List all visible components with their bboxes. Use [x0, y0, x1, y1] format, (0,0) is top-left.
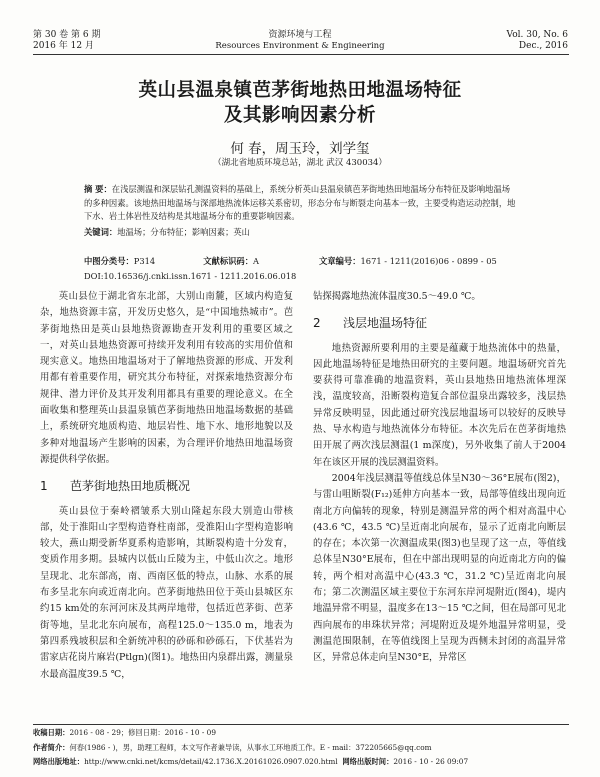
journal-volume-issue: [33, 30, 100, 52]
paper-title-line2: 及其影响因素分析: [223, 105, 376, 126]
abstract: [84, 183, 516, 224]
journal-volume-en: [507, 30, 568, 52]
abstract-label: 摘 要：: [84, 184, 112, 194]
author-bio-label: 作者简介：: [33, 742, 70, 752]
shallow-field-paragraph: 地热资源所要利用的主要是蕴藏于地热流体中的热量，因此地温场特征是地热田研究的主要问题。地温场研究首先要获得可靠准确的地温资料，英山县地热田地热流体埋深浅，温度较高，沿断裂构造复合部位温泉出露较多，浅层热异常反映明显，因此通过研究浅层地温场可以较好的反映导热、导水构造与地热流体分布特征。本次先后在芭茅街地热田开展了两次浅层测温(1 m深度)，另外收集了前人于2004年在该区开展的浅层测温资料。: [313, 342, 566, 468]
geology-paragraph: 英山县位于秦岭褶皱系大别山隆起东段大别造山带核部，处于淮阳山字型构造脊柱南部，受淮阳山字型构造影响较大，燕山期受新华夏系构造影响，其断裂构造十分发育，变质作用多期。县城内以低山丘陵为主，中低山次之。地形呈现北、北东部高，南、西南区低的特点，山脉、水系的展布多呈北东向或近南北向。芭茅街地热田位于英山县城区东约15 km处的东河河床及其两岸地带，包括近芭茅街、芭茅街等地，呈北北东向展布，高程125.0～135.0 m，地表为第四系残坡积层和全新统冲积的砂砾和砂砾石，下伏基岩为雷家店花岗片麻岩(Ptlgn)(图1)。地热田内泉群出露，测量泉水最高温度39.5 ℃，: [40, 505, 293, 680]
keywords-label: 关键词：: [84, 226, 118, 237]
article-number-value: 1671 - 1211(2016)06 - 0899 - 05: [360, 256, 497, 266]
journal-name: [200, 30, 400, 52]
abstract-text: 在浅层测温和深层钻孔测温资料的基础上，系统分析英山县温泉镇芭茅街地热田地温场分布特征及影响地温场的多种因素。该地热田地温场与深部地热流体运移关系密切，形态分布与断裂走向基本一致，主要受构造运动控制，地下水、岩土体岩性及结构是其地温场分布的重要影响因素。: [84, 184, 516, 221]
author-affiliation: （湖北省地质环境总站，湖北 武汉 430034）: [213, 158, 387, 168]
volume-issue-label: 第 30 卷 第 6 期: [33, 30, 101, 40]
journal-name-cn: 资源环境与工程: [268, 30, 332, 40]
url-value: http://www.cnki.net/kcms/detail/42.1736.X.20161026.0907.020.html: [84, 757, 338, 766]
received-value: 2016 - 08 - 29；修回日期：2016 - 10 - 09: [69, 728, 216, 737]
header-rule: [33, 54, 569, 55]
keywords-text: 地温场；分布特征；影响因素；英山: [117, 226, 250, 237]
url-label: 网络出版地址：: [33, 757, 85, 766]
doi: DOI:10.16536/j.cnki.issn.1671 - 1211.2016.06.018: [84, 271, 297, 281]
isotherm-paragraph: 2004年浅层测温等值线总体呈N30～36°E展布(图2)，与雷山咀断裂(F₁₂)延伸方向基本一致，局部等值线出现向近南北方向偏转的现象，特别是测温异常的两个相对高温中心(43.6 ℃，43.5 ℃)呈近南北向展布，显示了近南北向断层的存在；本次第一次测温成果(图3)也呈现了这一点，等值线总体呈N30°E展布，但在中部出现明显的向近南北方向的偏转，两个相对高温中心(43.3 ℃，31.2 ℃)呈近南北向展布；第二次测温区域主要位于东河东岸河堤附近(图4)，堤内地温异常不明显，温度多在13～15 ℃之间，但在局部可见北西向展布的串珠状异常；河堤附近及堤外地温异常明显，受测温范围限制，在等值线图上呈现为西侧未封闭的高温异常区，异常总体走向呈N30°E，异常区: [313, 472, 566, 664]
author-list: 何 春，周玉玲，刘学玺: [230, 141, 370, 157]
received-label: 收稿日期：: [33, 728, 70, 737]
date-en-label: Dec., 2016: [518, 41, 568, 51]
clc-label: 中图分类号：: [84, 256, 134, 266]
doc-code-label: 文献标识码：: [203, 256, 254, 266]
keywords: [84, 226, 516, 240]
volume-en-label: Vol. 30, No. 6: [506, 30, 568, 40]
online-publication-line: [33, 755, 573, 770]
continued-paragraph: 钻探揭露地热流体温度30.5～49.0 ℃。: [313, 291, 481, 302]
classification-line: [84, 255, 534, 269]
received-date-line: [33, 726, 573, 741]
author-bio-line: [33, 741, 573, 756]
journal-name-en: Resources Environment & Engineering: [215, 41, 385, 51]
section-2-heading: [313, 315, 566, 331]
issue-date-label: 2016 年 12 月: [33, 41, 94, 51]
paper-title-line1: 英山县温泉镇芭茅街地热田地温场特征: [138, 80, 462, 101]
abstract-block: [84, 183, 516, 239]
author-bio-value: 何春(1986 - )，男，助理工程师，本文写作者兼导读，从事水工环地质工作。E - mail：372205665@qq.com: [69, 742, 432, 752]
pub-time-value: 2016 - 10 - 26 09:07: [393, 757, 469, 766]
article-number-label: 文章编号：: [319, 256, 361, 266]
footnote-block: [33, 726, 573, 770]
footer-rule: [33, 724, 569, 725]
section-1-heading: [40, 478, 293, 494]
right-column: [313, 289, 566, 717]
section-1-title: 芭茅街地热田地质概况: [70, 479, 191, 494]
left-column: [40, 289, 293, 717]
doc-code-value: A: [253, 256, 260, 266]
section-2-title: 浅层地温场特征: [343, 316, 428, 331]
clc-value: P314: [133, 256, 156, 266]
section-1-number: 1: [40, 479, 48, 494]
pub-time-label: 网络出版时间：: [342, 757, 394, 766]
intro-paragraph: 英山县位于湖北省东北部，大别山南麓，区域内构造复杂，地热资源丰富，开发历史悠久，是“中国地热城市”。芭茅街地热田是英山县地热资源勘查开发利用的重要区域之一，对英山县地热资源可持续开发利用有较高的实用价值和现实意义。地热田地温场对于了解地热资源的形成、开发利用都有着重要作用，研究其分布特征，对探索地热资源分布规律、潜力评价及其开发利用都具有重要的理论意义。在全面收集和整理英山县温泉镇芭茅街地热田地温场数据的基础上，系统研究地质构造、地层岩性、地下水、地形地貌以及多种对地温场产生影响的因素，为合理评价地热田地温场资源提供科学依据。: [40, 291, 293, 465]
section-2-number: 2: [313, 316, 321, 331]
